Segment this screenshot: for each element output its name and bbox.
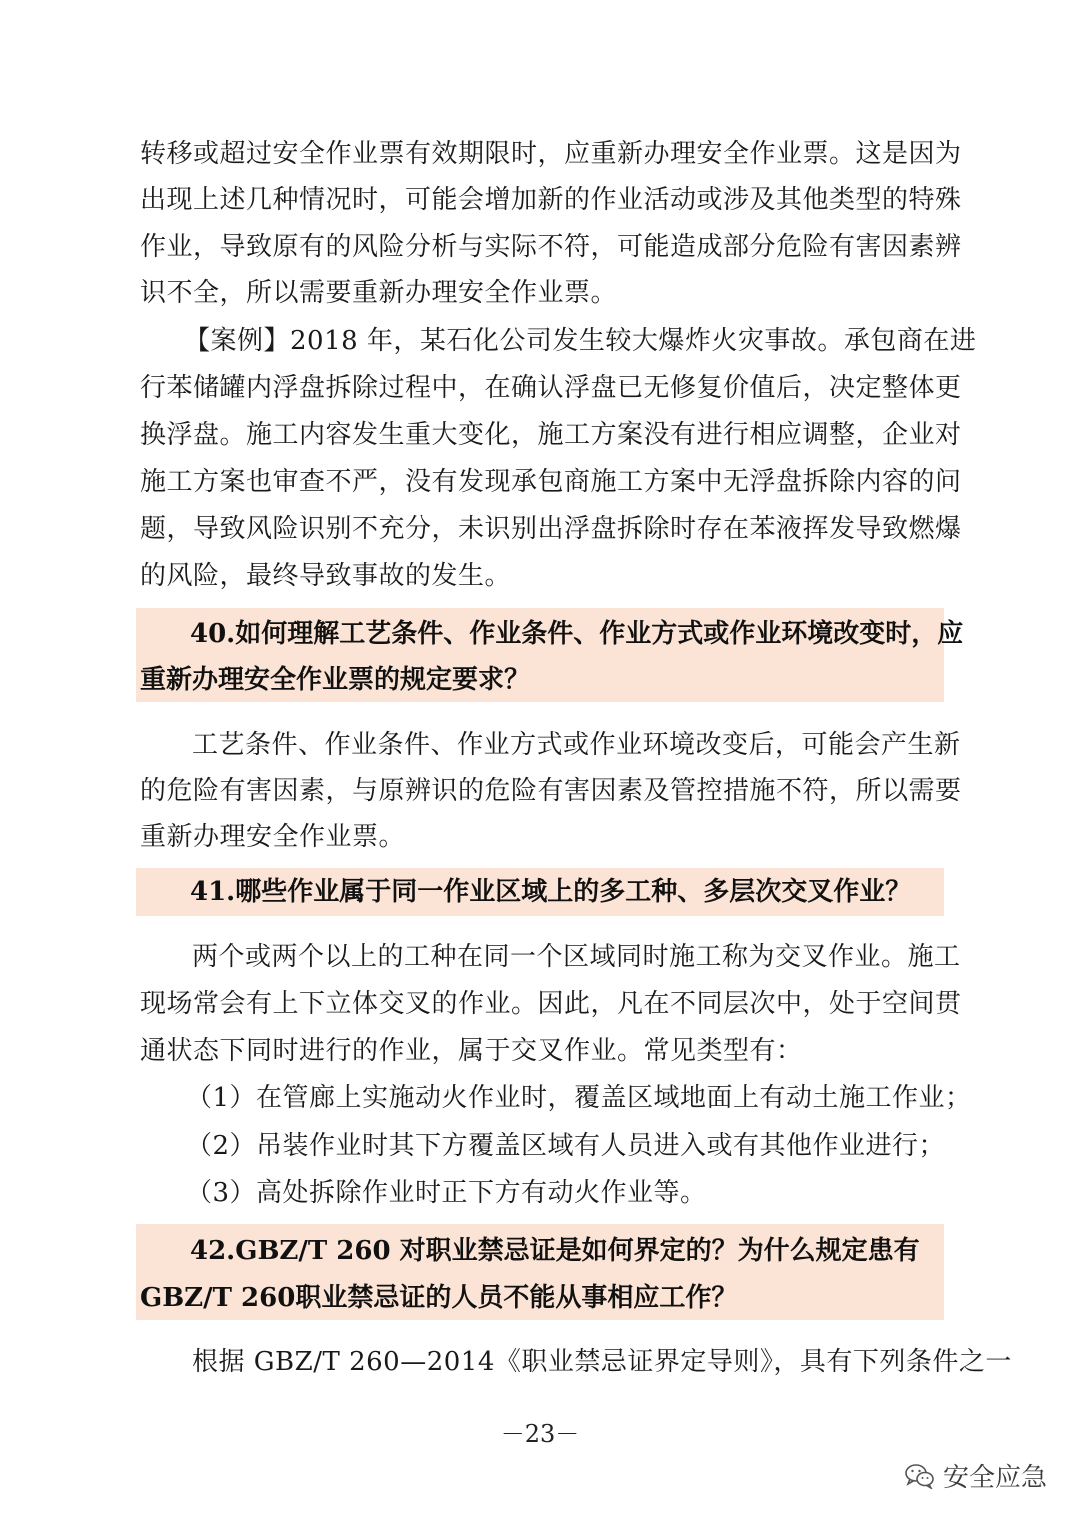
paragraph-line: 作业，导致原有的风险分析与实际不符，可能造成部分危险有害因素辨 (140, 232, 962, 262)
page-number: －23－ (500, 1420, 580, 1448)
answer-line: 两个或两个以上的工种在同一个区域同时施工称为交叉作业。施工 (192, 942, 961, 972)
answer-line: 根据 GBZ/T 260—2014《职业禁忌证界定导则》，具有下列条件之一 (192, 1347, 1012, 1377)
question-heading-42 (136, 1224, 944, 1320)
watermark-text: 安全应急 (943, 1463, 1048, 1493)
question-heading-41 (136, 868, 944, 916)
wechat-icon (905, 1463, 935, 1493)
heading-line: 42.GBZ/T 260 对职业禁忌证是如何界定的？为什么规定患有 (190, 1236, 920, 1266)
heading-line: 41.哪些作业属于同一作业区域上的多工种、多层次交叉作业？ (190, 877, 912, 907)
answer-line: 重新办理安全作业票。 (140, 822, 406, 852)
answer-line: 现场常会有上下立体交叉的作业。因此，凡在不同层次中，处于空间贯 (140, 989, 962, 1019)
list-item: （2）吊装作业时其下方覆盖区域有人员进入或有其他作业进行； (186, 1131, 946, 1161)
case-paragraph-line: 【案例】2018 年，某石化公司发生较大爆炸火灾事故。承包商在进 (184, 326, 977, 356)
paragraph-line: 识不全，所以需要重新办理安全作业票。 (140, 278, 618, 308)
watermark (905, 1458, 1047, 1498)
answer-line: 通状态下同时进行的作业，属于交叉作业。常见类型有： (140, 1036, 803, 1066)
case-paragraph-line: 题，导致风险识别不充分，未识别出浮盘拆除时存在苯液挥发导致燃爆 (140, 514, 962, 544)
case-paragraph-line: 行苯储罐内浮盘拆除过程中，在确认浮盘已无修复价值后，决定整体更 (140, 373, 962, 403)
question-heading-40 (136, 608, 964, 702)
heading-line: 40.如何理解工艺条件、作业条件、作业方式或作业环境改变时，应 (190, 619, 964, 649)
case-paragraph-line: 换浮盘。施工内容发生重大变化，施工方案没有进行相应调整，企业对 (140, 420, 962, 450)
heading-line: GBZ/T 260职业禁忌证的人员不能从事相应工作？ (140, 1283, 738, 1313)
case-paragraph-line: 施工方案也审查不严，没有发现承包商施工方案中无浮盘拆除内容的问 (140, 467, 962, 497)
heading-line: 重新办理安全作业票的规定要求？ (140, 665, 531, 695)
paragraph-line: 转移或超过安全作业票有效期限时，应重新办理安全作业票。这是因为 (140, 139, 962, 169)
list-item: （1）在管廊上实施动火作业时，覆盖区域地面上有动土施工作业； (186, 1083, 972, 1113)
list-item: （3）高处拆除作业时正下方有动火作业等。 (186, 1178, 707, 1208)
case-paragraph-line: 的风险，最终导致事故的发生。 (140, 561, 512, 591)
answer-line: 的危险有害因素，与原辨识的危险有害因素及管控措施不符，所以需要 (140, 776, 962, 806)
paragraph-line: 出现上述几种情况时，可能会增加新的作业活动或涉及其他类型的特殊 (140, 185, 962, 215)
answer-line: 工艺条件、作业条件、作业方式或作业环境改变后，可能会产生新 (192, 730, 961, 760)
